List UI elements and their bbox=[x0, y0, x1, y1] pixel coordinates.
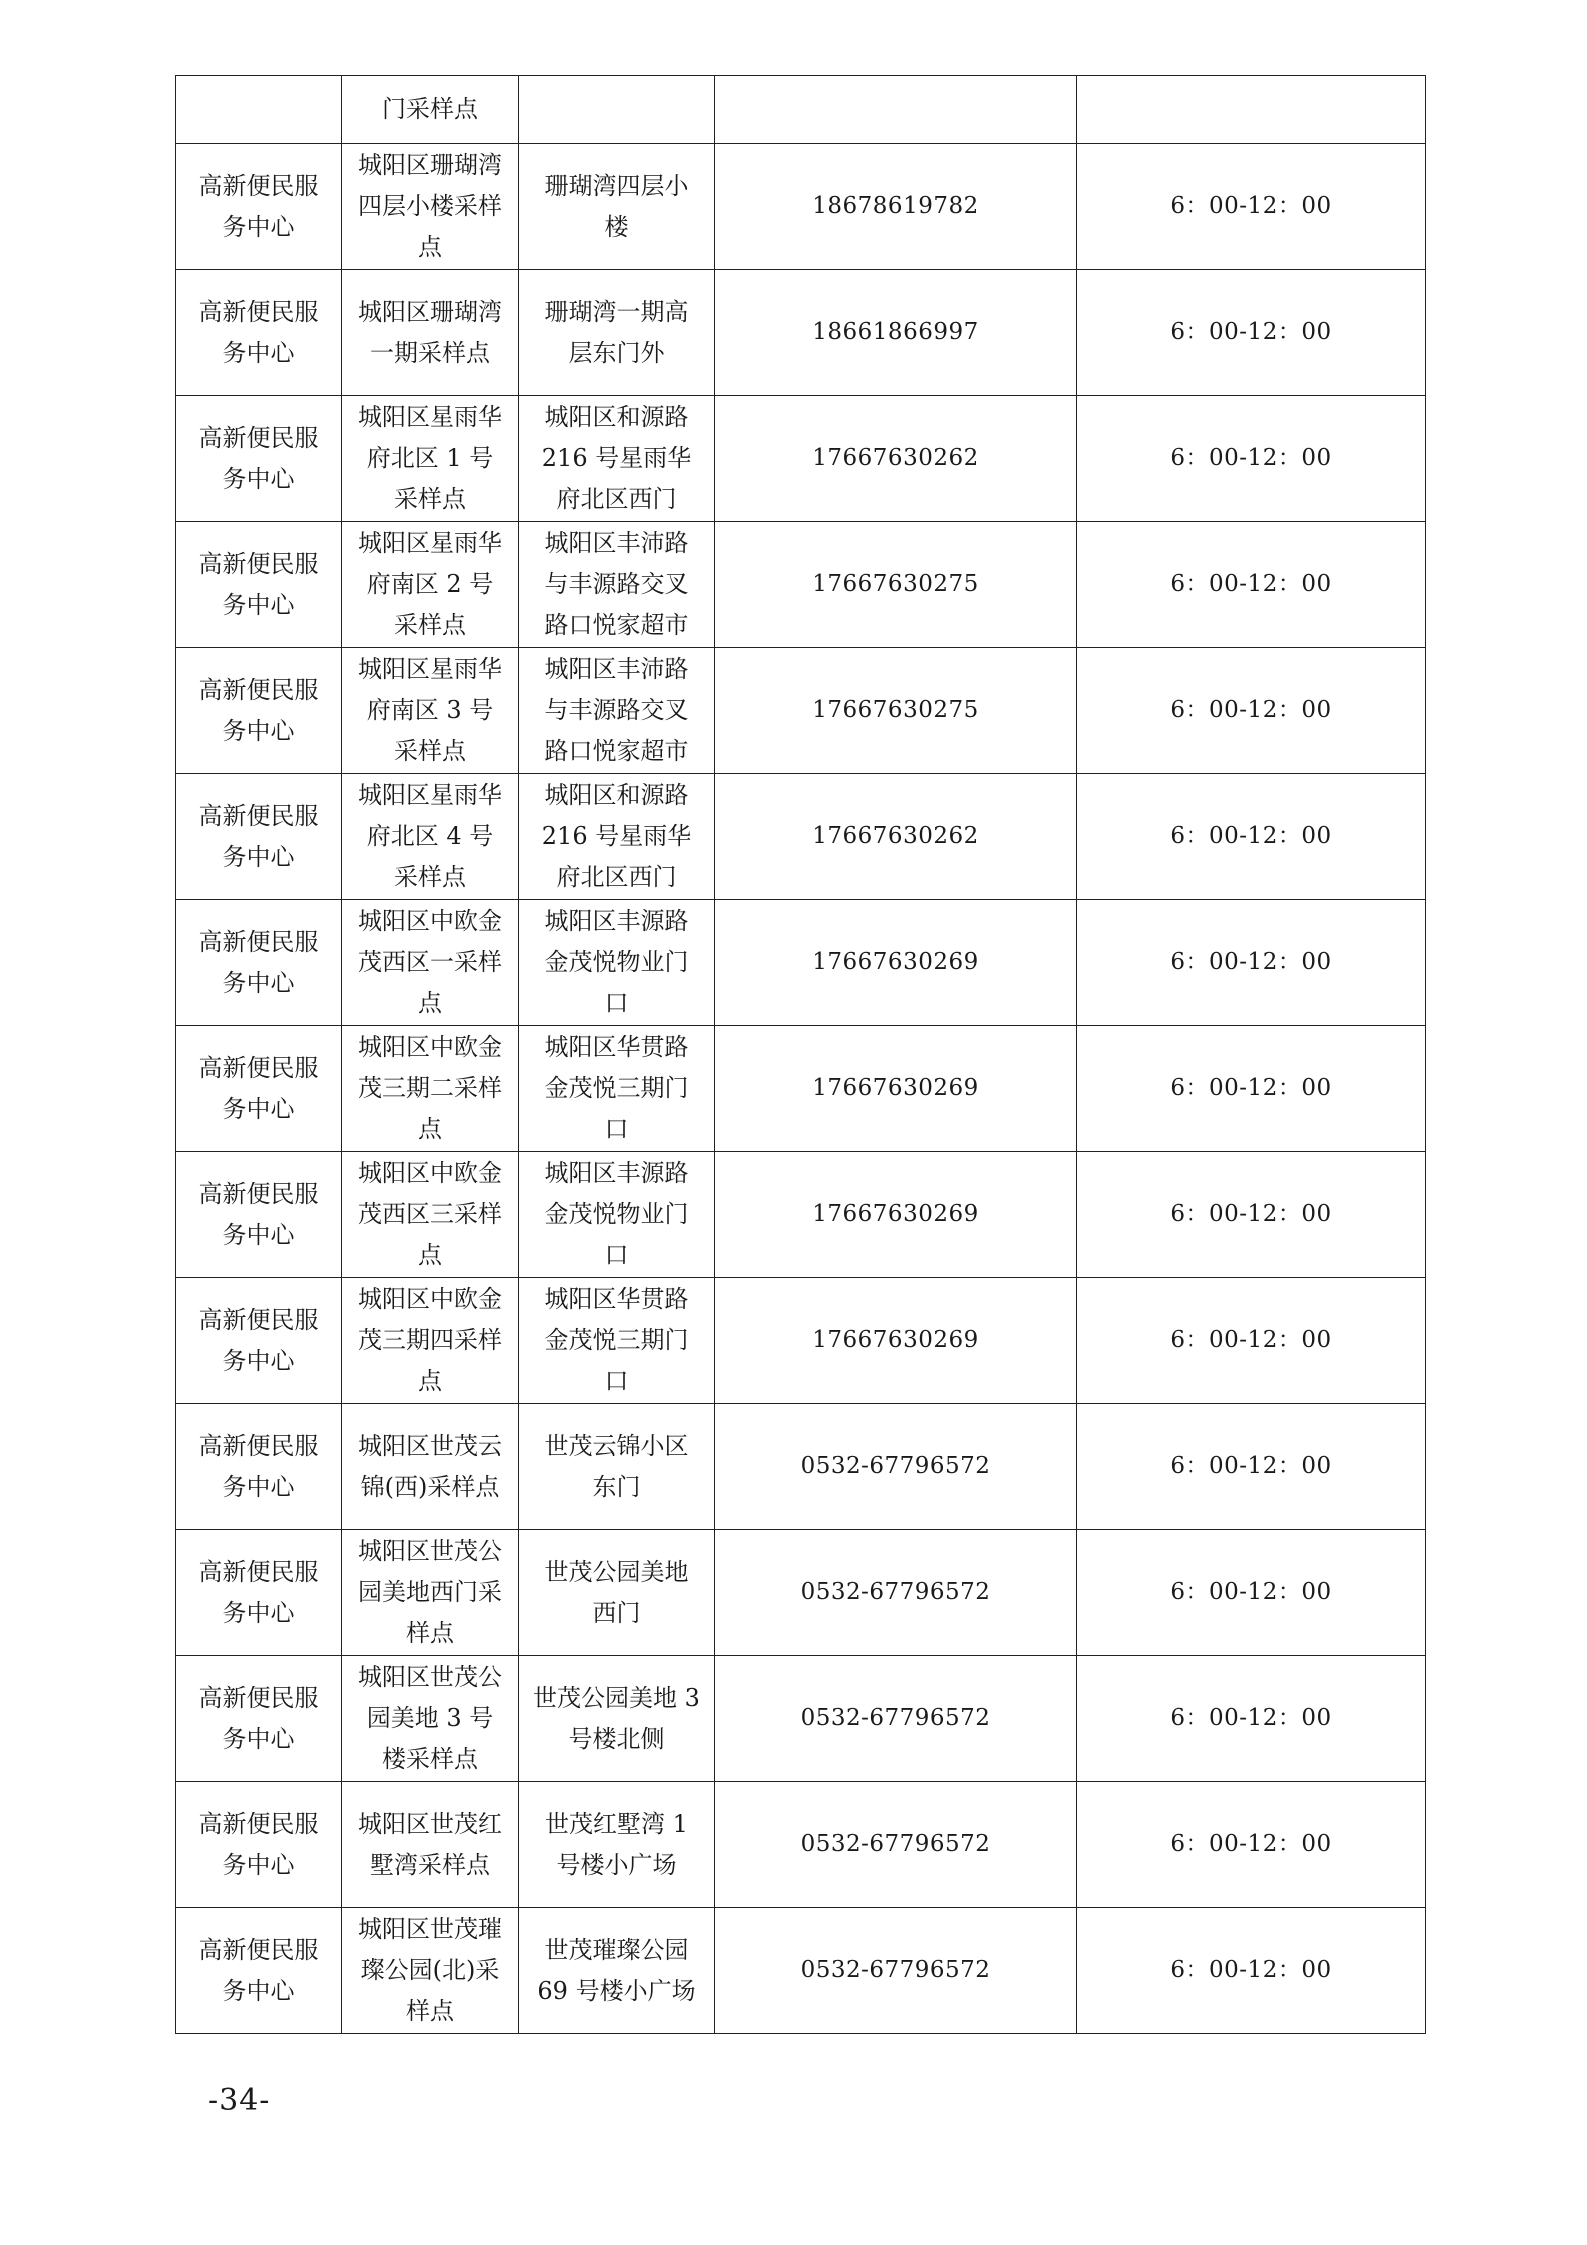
cell-hours: 6：00-12：00 bbox=[1077, 1026, 1426, 1152]
cell-address: 城阳区丰源路金茂悦物业门口 bbox=[519, 1152, 715, 1278]
cell-site: 城阳区星雨华府南区 3 号采样点 bbox=[342, 648, 519, 774]
cell-hours: 6：00-12：00 bbox=[1077, 1404, 1426, 1530]
cell-address: 城阳区和源路 216 号星雨华府北区西门 bbox=[519, 396, 715, 522]
cell-site: 城阳区世茂公园美地西门采样点 bbox=[342, 1530, 519, 1656]
cell-address: 城阳区丰源路金茂悦物业门口 bbox=[519, 900, 715, 1026]
cell-phone: 17667630262 bbox=[715, 774, 1077, 900]
table-row-continued bbox=[176, 76, 1426, 144]
table-row bbox=[176, 648, 1426, 774]
table-row bbox=[176, 1152, 1426, 1278]
cell-phone: 0532-67796572 bbox=[715, 1908, 1077, 2034]
cell-center: 高新便民服务中心 bbox=[176, 1908, 342, 2034]
table-row bbox=[176, 1908, 1426, 2034]
cell-center: 高新便民服务中心 bbox=[176, 144, 342, 270]
cell-address: 珊瑚湾一期高层东门外 bbox=[519, 270, 715, 396]
cell-phone: 17667630269 bbox=[715, 1152, 1077, 1278]
cell-center: 高新便民服务中心 bbox=[176, 1278, 342, 1404]
cell-site: 城阳区星雨华府北区 1 号采样点 bbox=[342, 396, 519, 522]
cell-address: 世茂公园美地西门 bbox=[519, 1530, 715, 1656]
cell-phone: 0532-67796572 bbox=[715, 1530, 1077, 1656]
cell-hours: 6：00-12：00 bbox=[1077, 774, 1426, 900]
cell-phone: 17667630269 bbox=[715, 900, 1077, 1026]
cell-center: 高新便民服务中心 bbox=[176, 1530, 342, 1656]
cell-phone: 17667630275 bbox=[715, 522, 1077, 648]
table-row bbox=[176, 522, 1426, 648]
cell-phone: 0532-67796572 bbox=[715, 1404, 1077, 1530]
page-number: -34- bbox=[208, 2083, 271, 2118]
cell-address: 城阳区丰沛路与丰源路交叉路口悦家超市 bbox=[519, 648, 715, 774]
cell-center: 高新便民服务中心 bbox=[176, 900, 342, 1026]
cell-site: 城阳区星雨华府北区 4 号采样点 bbox=[342, 774, 519, 900]
cell-hours: 6：00-12：00 bbox=[1077, 396, 1426, 522]
cell-center: 高新便民服务中心 bbox=[176, 1026, 342, 1152]
table-row bbox=[176, 1278, 1426, 1404]
cell-site: 城阳区中欧金茂三期二采样点 bbox=[342, 1026, 519, 1152]
cell-site: 城阳区世茂公园美地 3 号楼采样点 bbox=[342, 1656, 519, 1782]
cell-phone: 17667630269 bbox=[715, 1026, 1077, 1152]
cell-hours: 6：00-12：00 bbox=[1077, 270, 1426, 396]
cell-phone: 0532-67796572 bbox=[715, 1782, 1077, 1908]
cell-site: 城阳区中欧金茂三期四采样点 bbox=[342, 1278, 519, 1404]
cell-hours: 6：00-12：00 bbox=[1077, 1782, 1426, 1908]
cell-site: 城阳区世茂云锦(西)采样点 bbox=[342, 1404, 519, 1530]
cell-phone bbox=[715, 76, 1077, 144]
cell-hours: 6：00-12：00 bbox=[1077, 1278, 1426, 1404]
table-row bbox=[176, 396, 1426, 522]
cell-address: 珊瑚湾四层小楼 bbox=[519, 144, 715, 270]
cell-site: 城阳区中欧金茂西区三采样点 bbox=[342, 1152, 519, 1278]
cell-phone: 17667630275 bbox=[715, 648, 1077, 774]
cell-hours: 6：00-12：00 bbox=[1077, 900, 1426, 1026]
cell-center: 高新便民服务中心 bbox=[176, 1782, 342, 1908]
cell-site: 城阳区星雨华府南区 2 号采样点 bbox=[342, 522, 519, 648]
cell-center: 高新便民服务中心 bbox=[176, 774, 342, 900]
cell-site: 城阳区珊瑚湾四层小楼采样点 bbox=[342, 144, 519, 270]
cell-center: 高新便民服务中心 bbox=[176, 1152, 342, 1278]
cell-address bbox=[519, 76, 715, 144]
cell-hours: 6：00-12：00 bbox=[1077, 648, 1426, 774]
table-row bbox=[176, 1530, 1426, 1656]
cell-hours: 6：00-12：00 bbox=[1077, 1656, 1426, 1782]
table-row bbox=[176, 1404, 1426, 1530]
cell-hours: 6：00-12：00 bbox=[1077, 1908, 1426, 2034]
cell-phone: 0532-67796572 bbox=[715, 1656, 1077, 1782]
cell-center: 高新便民服务中心 bbox=[176, 1404, 342, 1530]
cell-address: 城阳区华贯路金茂悦三期门口 bbox=[519, 1278, 715, 1404]
cell-phone: 18661866997 bbox=[715, 270, 1077, 396]
cell-address: 世茂云锦小区东门 bbox=[519, 1404, 715, 1530]
cell-hours: 6：00-12：00 bbox=[1077, 1152, 1426, 1278]
cell-hours: 6：00-12：00 bbox=[1077, 144, 1426, 270]
cell-address: 城阳区丰沛路与丰源路交叉路口悦家超市 bbox=[519, 522, 715, 648]
cell-phone: 17667630269 bbox=[715, 1278, 1077, 1404]
cell-center: 高新便民服务中心 bbox=[176, 522, 342, 648]
cell-center: 高新便民服务中心 bbox=[176, 396, 342, 522]
cell-site: 门采样点 bbox=[342, 76, 519, 144]
table-row bbox=[176, 1782, 1426, 1908]
cell-address: 城阳区和源路 216 号星雨华府北区西门 bbox=[519, 774, 715, 900]
cell-center: 高新便民服务中心 bbox=[176, 1656, 342, 1782]
cell-site: 城阳区世茂红墅湾采样点 bbox=[342, 1782, 519, 1908]
cell-center: 高新便民服务中心 bbox=[176, 270, 342, 396]
cell-address: 世茂璀璨公园 69 号楼小广场 bbox=[519, 1908, 715, 2034]
cell-site: 城阳区珊瑚湾一期采样点 bbox=[342, 270, 519, 396]
cell-center bbox=[176, 76, 342, 144]
cell-address: 世茂红墅湾 1 号楼小广场 bbox=[519, 1782, 715, 1908]
table-row bbox=[176, 1026, 1426, 1152]
table-row bbox=[176, 774, 1426, 900]
cell-address: 世茂公园美地 3 号楼北侧 bbox=[519, 1656, 715, 1782]
cell-hours bbox=[1077, 76, 1426, 144]
cell-hours: 6：00-12：00 bbox=[1077, 522, 1426, 648]
cell-site: 城阳区中欧金茂西区一采样点 bbox=[342, 900, 519, 1026]
cell-site: 城阳区世茂璀璨公园(北)采样点 bbox=[342, 1908, 519, 2034]
cell-phone: 17667630262 bbox=[715, 396, 1077, 522]
table-row bbox=[176, 900, 1426, 1026]
table-row bbox=[176, 270, 1426, 396]
table-row bbox=[176, 144, 1426, 270]
sampling-sites-table bbox=[175, 75, 1426, 2034]
cell-hours: 6：00-12：00 bbox=[1077, 1530, 1426, 1656]
cell-address: 城阳区华贯路金茂悦三期门口 bbox=[519, 1026, 715, 1152]
table-body bbox=[176, 76, 1426, 2034]
cell-center: 高新便民服务中心 bbox=[176, 648, 342, 774]
cell-phone: 18678619782 bbox=[715, 144, 1077, 270]
table-row bbox=[176, 1656, 1426, 1782]
